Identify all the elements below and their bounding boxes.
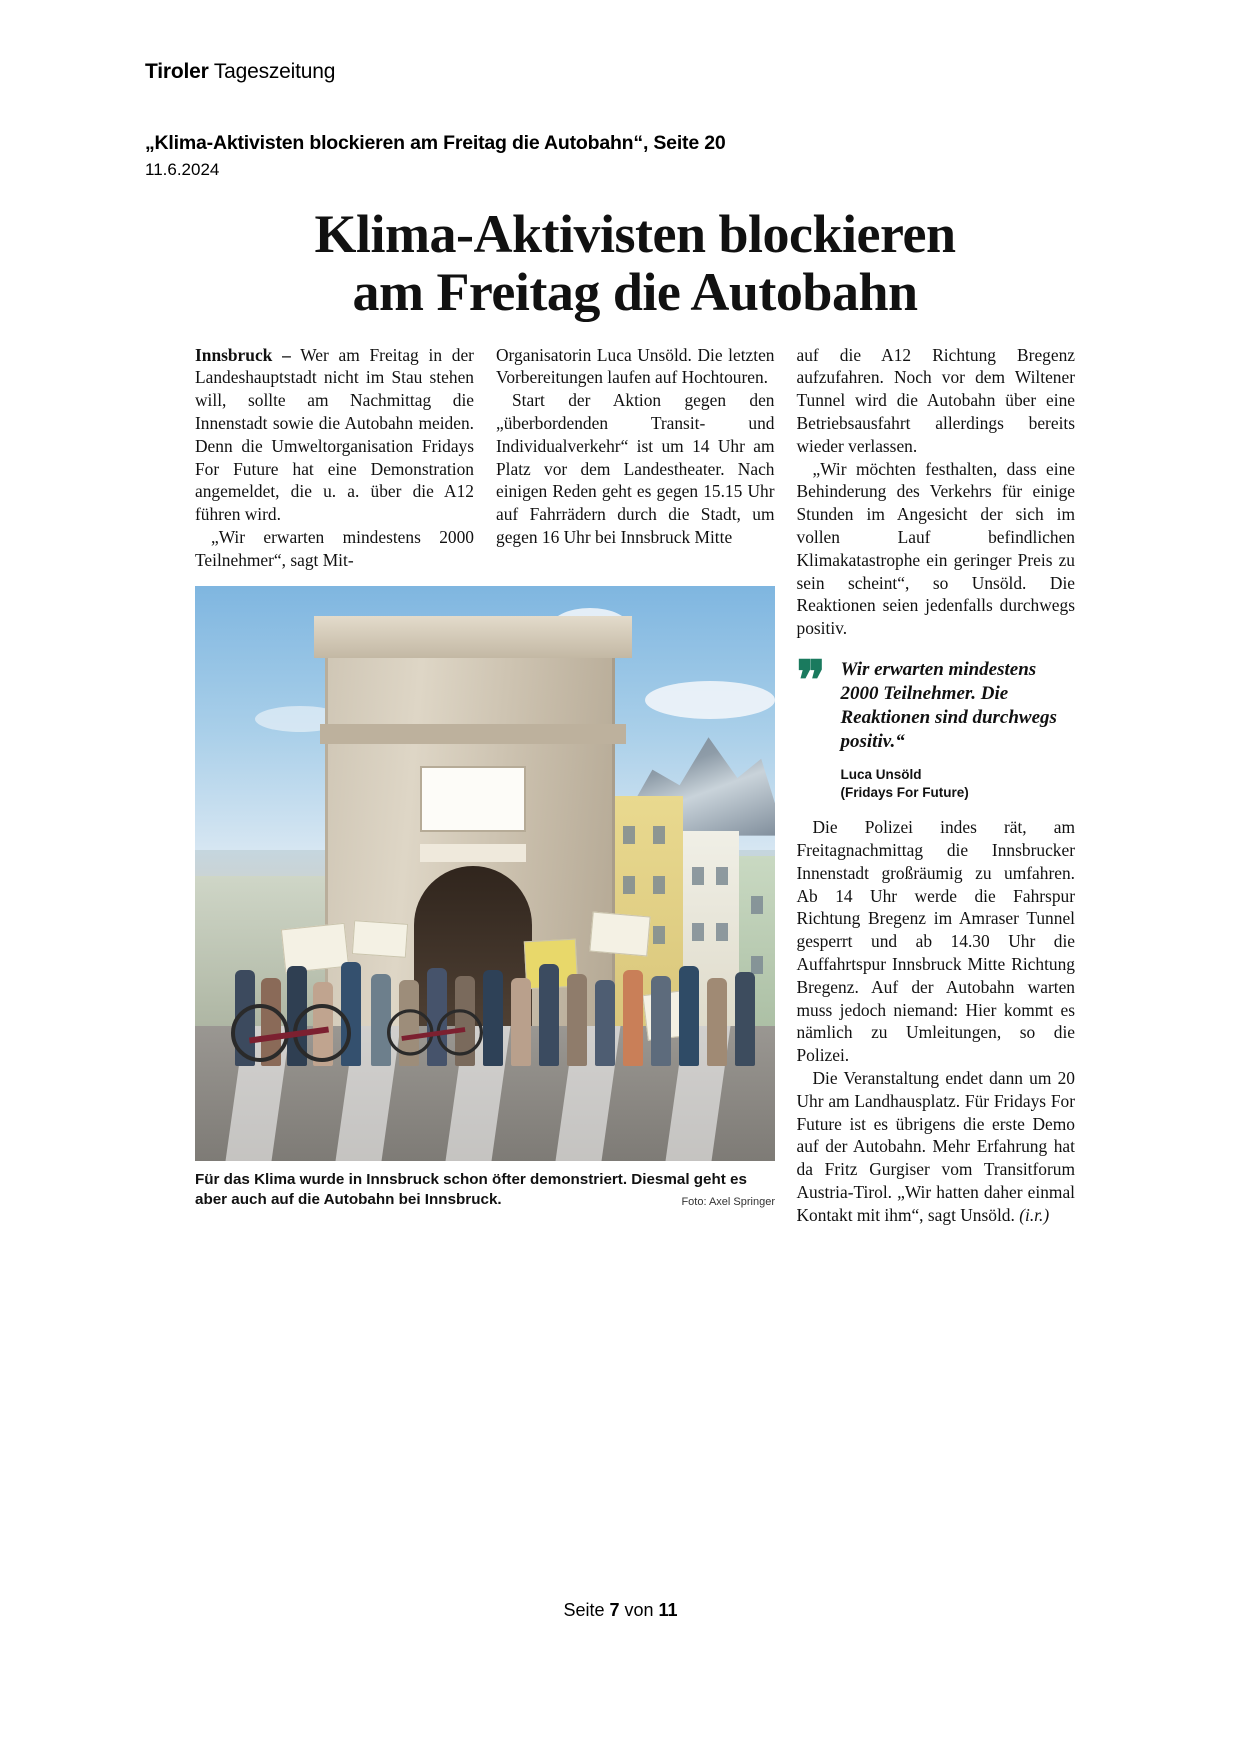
column2-paragraph-1: Organisatorin Luca Unsöld. Die letzten Vorbereitungen laufen auf Hochtouren. (496, 344, 775, 388)
page-footer (0, 1600, 1241, 1621)
article-title-line1: Klima-Aktivisten blockieren (314, 204, 956, 264)
photo-protest-sign (352, 920, 408, 958)
reference-date: 11.6.2024 (145, 160, 220, 179)
pull-quote-author-org: (Fridays For Future) (840, 784, 969, 800)
column3-paragraph-3: Die Polizei indes rät, am Freitagnachmittag die Innsbrucker Innenstadt großräumig zu umfahren. Ab 14 Uhr werde die Fahrspur Richtung Bregenz im Amraser Tunnel gesperrt und ab 14.30 Uhr die Auffahrtspur Innsbruck Mitte Richtung Bregenz. Auf der Autobahn warten muss jedoch niemand: Hier kommt es nämlich zu Umleitungen, so die Polizei. (796, 817, 1075, 1066)
footer-page-total: 11 (658, 1600, 678, 1620)
photo-credit: Foto: Axel Springer (681, 1196, 775, 1209)
footer-prefix: Seite (563, 1600, 610, 1620)
newspaper-clipping (195, 205, 1075, 1395)
masthead (145, 60, 335, 84)
article-column-2 (496, 344, 775, 1227)
pull-quote (796, 650, 1076, 802)
column3-paragraph-4-text: Die Veranstaltung endet dann um 20 Uhr am Landhausplatz. Für Fridays For Future ist es übrigens die erste Demo auf der Autobahn. Mehr Erfahrung hat da Fritz Gurgiser vom Transitforum Austria-Tirol. „Wir hatten daher einmal Kontakt mit ihm“, sagt Unsöld. (796, 1067, 1075, 1225)
column1-paragraph-1-text: Wer am Freitag in der Landeshauptstadt nicht im Stau stehen will, sollte am Nachmittag die Innenstadt sowie die Autobahn meiden. Denn die Umweltorganisation Fridays For Future hat eine Demonstration angemeldet, die u. a. über die A12 führen wird. (195, 344, 474, 525)
reference-headline: „Klima-Aktivisten blockieren am Freitag die Autobahn“, Seite 20 (145, 132, 726, 154)
author-initials: (i.r.) (1019, 1204, 1050, 1225)
column3-paragraph-2: „Wir möchten festhalten, dass eine Behinderung des Verkehrs für einige Stunden im Angesicht der sich im vollen Lauf befindlichen Klimakatastrophe ein geringer Preis zu sein scheint“, so Unsöld. Die Reaktionen seien jedenfalls durchwegs positiv. (796, 458, 1075, 639)
column1-paragraph-2: „Wir erwarten mindestens 2000 Teilnehmer“, sagt Mit- (195, 527, 474, 570)
photo-bicycle (387, 1004, 483, 1055)
pull-quote-attribution (841, 766, 1076, 802)
footer-middle: von (619, 1600, 659, 1620)
column3-paragraph-1: auf die A12 Richtung Bregenz aufzufahren. Noch vor dem Wiltener Tunnel wird die Autobahn über eine Betriebsausfahrt allerdings bereits wieder verlassen. (796, 344, 1075, 456)
column3-paragraph-4 (797, 1067, 1076, 1227)
pull-quote-text: Wir erwarten mindestens 2000 Teilnehmer. Die Reaktionen sind durchwegs positiv.“ (840, 658, 1057, 752)
masthead-brand: Tiroler (145, 60, 209, 83)
footer-page-number: 7 (609, 1600, 620, 1620)
article-title (195, 205, 1075, 322)
article-column-3 (797, 344, 1076, 1227)
photo-bicycle (231, 998, 351, 1062)
column1-paragraph-1 (195, 344, 474, 526)
pull-quote-author: Luca Unsöld (840, 766, 922, 782)
article-columns (195, 344, 1075, 1227)
masthead-suffix: Tageszeitung (208, 60, 336, 83)
column2-paragraph-2: Start der Aktion gegen den „überbordenden Transit- und Individualverkehr“ ist um 14 Uhr am Platz vor dem Landestheater. Nach einigen Reden geht es gegen 15.15 Uhr auf Fahrrädern durch die Stadt, um gegen 16 Uhr bei Innsbruck Mitte (496, 390, 775, 547)
article-title-line2: am Freitag die Autobahn (352, 262, 918, 323)
quote-mark-icon: ❞ (796, 650, 826, 711)
dateline: Innsbruck – (195, 344, 291, 365)
photo-caption-text: Für das Klima wurde in Innsbruck schon öfter demonstriert. Diesmal geht es aber auch auf die Autobahn bei Innsbruck. (195, 1170, 747, 1208)
